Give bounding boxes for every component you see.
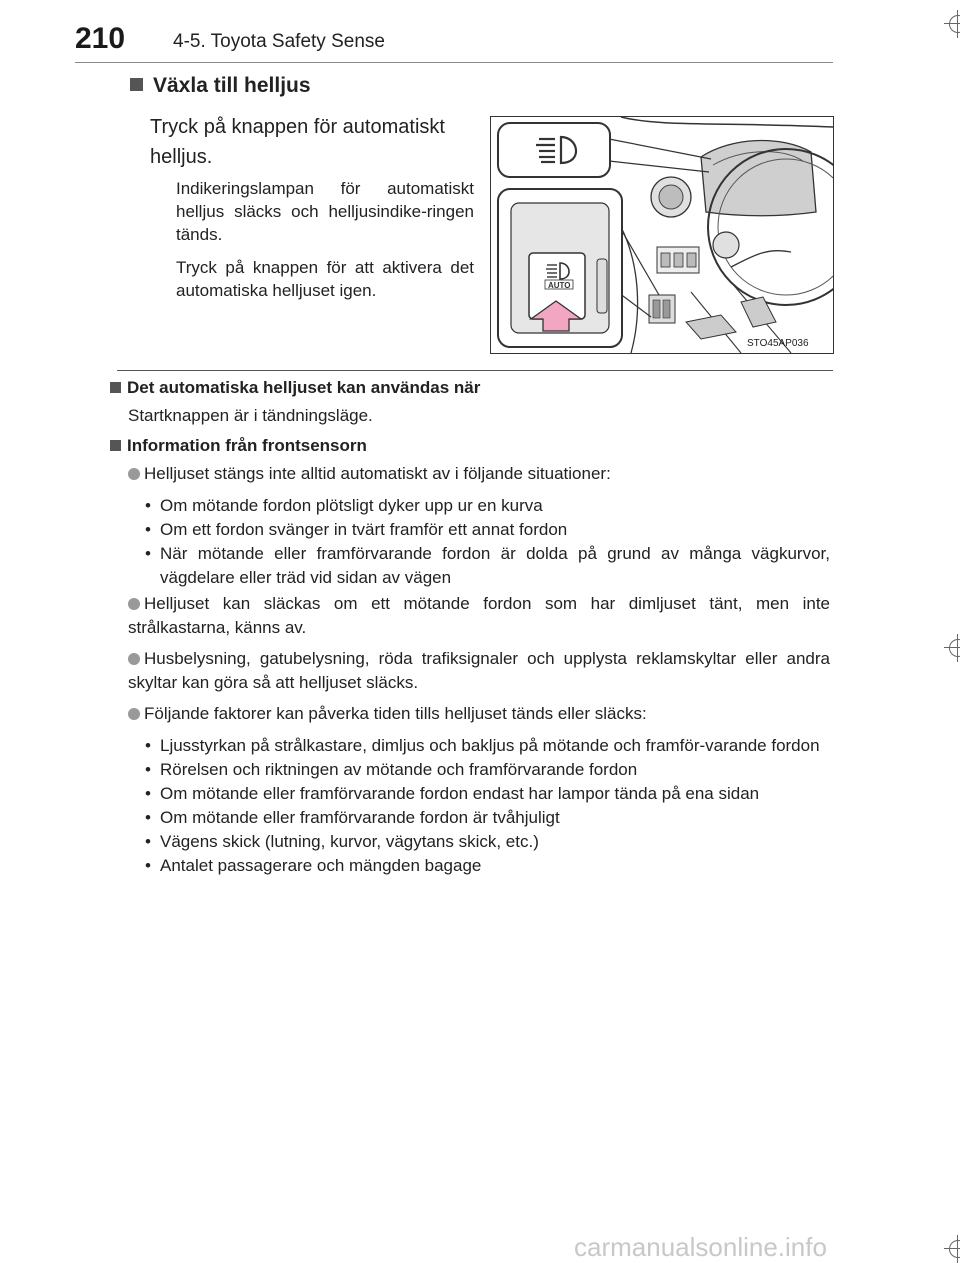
- list-item: • Rörelsen och riktningen av mötande och framförvarande fordon: [145, 760, 638, 779]
- crop-mark-icon: [944, 10, 960, 38]
- crop-mark-icon: [944, 634, 960, 662]
- auto-label: AUTO: [548, 281, 571, 290]
- step-subtext: Tryck på knappen för att aktivera det automatiska helljuset igen.: [176, 258, 474, 300]
- crop-mark-icon: [944, 1235, 960, 1263]
- step-text: Tryck på knappen för automatiskt helljus.: [150, 116, 445, 168]
- chapter-title: 4-5. Toyota Safety Sense: [173, 31, 385, 52]
- round-bullet-icon: [128, 708, 140, 720]
- list-item: • Om ett fordon svänger in tvärt framför ett annat fordon: [145, 520, 568, 539]
- list-item: • Vägens skick (lutning, kurvor, vägytans skick, etc.): [145, 832, 539, 851]
- list-item: • Ljusstyrkan på strålkastare, dimljus och bakljus på mötande och framför-varande fordon: [145, 736, 820, 755]
- square-bullet-icon: [110, 382, 121, 393]
- watermark[interactable]: carmanualsonline.info: [574, 1232, 827, 1262]
- page-number: 210: [75, 22, 126, 55]
- dashboard-illustration: [490, 116, 834, 354]
- note-paragraph: Helljuset kan släckas om ett mötande fordon som har dimljuset tänt, men inte strålkastarna, känns av.: [128, 594, 830, 637]
- round-bullet-icon: [128, 468, 140, 480]
- section-title: Växla till helljus: [130, 74, 311, 98]
- list-item: • Antalet passagerare och mängden bagage: [145, 856, 482, 875]
- dashboard-drawing: [491, 117, 833, 353]
- list-item: • Om mötande eller framförvarande fordon endast har lampor tända på ena sidan: [145, 784, 760, 803]
- list-item: • När mötande eller framförvarande fordon är dolda på grund av många vägkurvor, vägdelare eller träd vid sidan av vägen: [145, 544, 830, 587]
- bullet-list: [145, 494, 830, 590]
- note-paragraph: Följande faktorer kan påverka tiden tills helljuset tänds eller släcks:: [128, 702, 830, 726]
- square-bullet-icon: [130, 78, 143, 91]
- section-divider: [117, 370, 833, 371]
- note-paragraph: Husbelysning, gatubelysning, röda trafiksignaler och upplysta reklamskyltar eller andra skyltar kan göra så att helljuset släcks.: [128, 649, 830, 692]
- square-bullet-icon: [110, 440, 121, 451]
- note-heading: Det automatiska helljuset kan användas när: [110, 376, 830, 400]
- header-rule: [75, 62, 833, 63]
- round-bullet-icon: [128, 653, 140, 665]
- note-heading: Information från frontsensorn: [110, 434, 830, 458]
- list-item: • Om mötande eller framförvarande fordon är tvåhjuligt: [145, 808, 560, 827]
- figure-code: STO45AP036: [747, 338, 809, 349]
- note-paragraph: Helljuset stängs inte alltid automatiskt av i följande situationer:: [128, 462, 828, 486]
- step-subtext: Indikeringslampan för automatiskt helljus släcks och helljusindike-ringen tänds.: [176, 179, 474, 244]
- list-item: • Om mötande fordon plötsligt dyker upp ur en kurva: [145, 496, 543, 515]
- round-bullet-icon: [128, 598, 140, 610]
- bullet-list: [145, 734, 830, 878]
- note-text: Startknappen är i tändningsläge.: [128, 406, 373, 425]
